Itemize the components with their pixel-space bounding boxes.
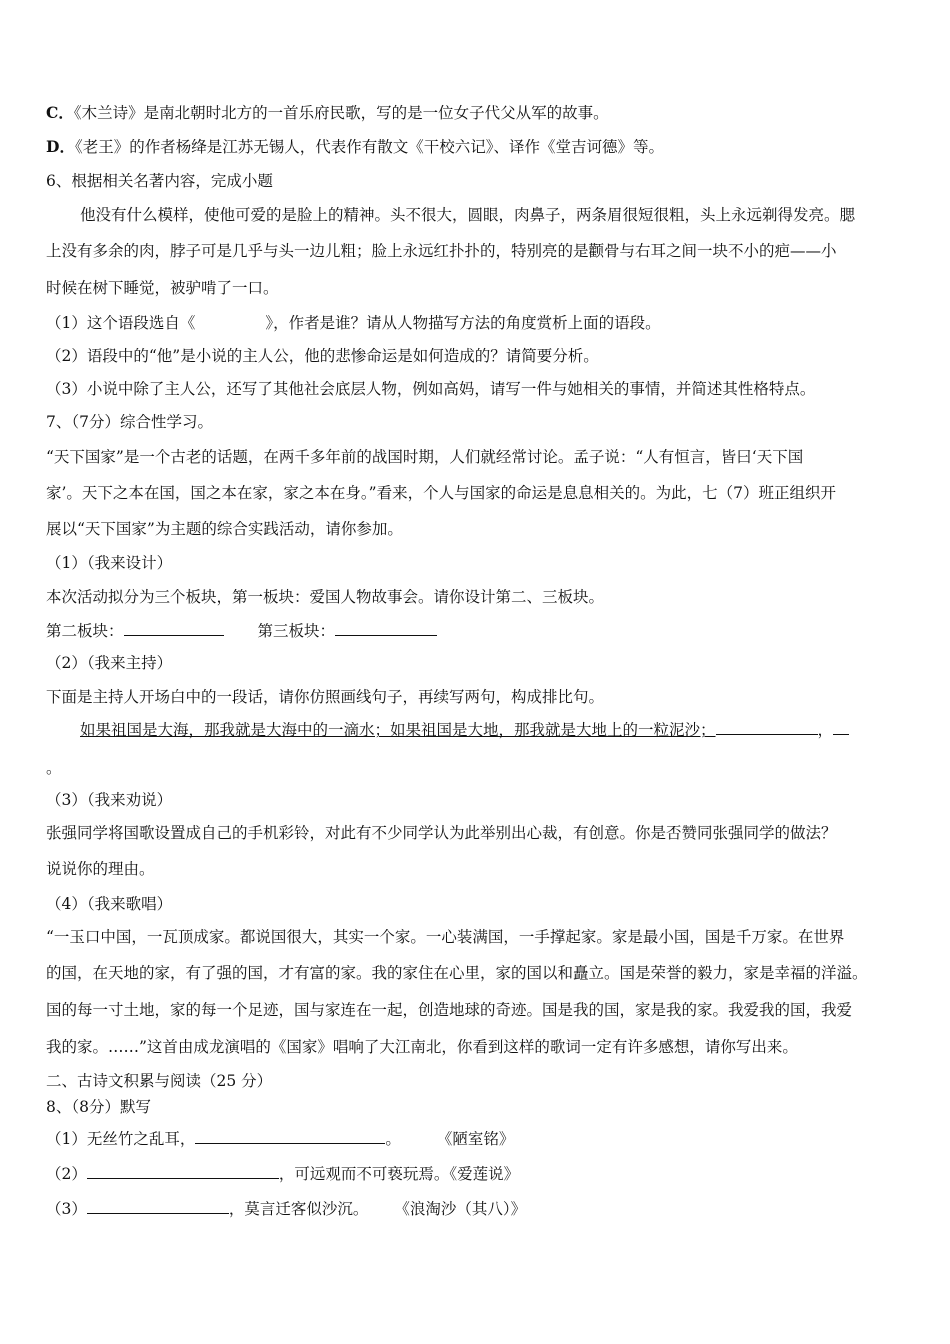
q7-intro-line-2: 家’。天下之本在国，国之本在家，家之本在身。”看来，个人与国家的命运是息息相关的。为此，七（7）班正组织开 [46, 484, 836, 502]
q8-title: 8、（8分）默写 [46, 1098, 151, 1116]
q7-intro-line-1: “天下国家”是一个古老的话题，在两千多年前的战国时期，人们就经常讨论。孟子说：“人有恒言，皆曰‘天下国 [46, 448, 804, 466]
second-block-label: 第二板块： [46, 622, 124, 640]
q6-sub-3: （3）小说中除了主人公，还写了其他社会底层人物，例如高妈，请写一件与她相关的事情，并简述其性格特点。 [46, 380, 816, 398]
q6-passage-line-2: 上没有多余的肉，脖子可是几乎与头一边儿粗；脸上永远红扑扑的，特别亮的是颧骨与右耳之间一块不小的疤——小 [46, 242, 837, 260]
q7-part-1-text: 本次活动拟分为三个板块，第一板块：爱国人物故事会。请你设计第二、三板块。 [46, 588, 605, 606]
option-c [46, 102, 908, 124]
q7-part-4-text-4: 我的家。……”这首由成龙演唱的《国家》唱响了大江南北，你看到这样的歌词一定有许多感想，请你写出来。 [46, 1038, 798, 1056]
q7-part-2-title: （2）（我来主持） [46, 654, 173, 672]
option-d-text: 《老王》的作者杨绛是江苏无锡人，代表作有散文《干校六记》、译作《堂吉诃德》等。 [74, 138, 664, 156]
q8-blank-2[interactable] [87, 1164, 279, 1179]
q8-line-3-num: （3） [46, 1200, 87, 1218]
q7-title: 7、（7分）综合性学习。 [46, 413, 213, 431]
q8-line-1-source: 《陋室铭》 [436, 1130, 515, 1148]
q7-part-2-sentence-line [80, 719, 902, 741]
q8-line-1-num: （1） [46, 1130, 87, 1148]
continue-blank-2[interactable] [833, 720, 849, 735]
q8-line-2-num: （2） [46, 1165, 87, 1183]
sentence-comma: ， [817, 721, 834, 739]
q8-line-1-end: 。 [385, 1130, 401, 1148]
q8-line-3-text: ，莫言迁客似沙沉。 [228, 1200, 369, 1218]
option-d-marker: D． [46, 137, 75, 156]
q6-sub-1-end: 》，作者是谁？请从人物描写方法的角度赏析上面的语段。 [265, 314, 661, 332]
q7-part-3-title: （3）（我来劝说） [46, 791, 173, 809]
section-2-title: 二、古诗文积累与阅读（25 分） [46, 1072, 273, 1090]
q8-line-3-source: 《浪淘沙（其八）》 [394, 1200, 527, 1218]
q7-part-1-title: （1）（我来设计） [46, 554, 173, 572]
q8-blank-1[interactable] [195, 1129, 385, 1144]
underlined-sentence: 如果祖国是大海，那我就是大海中的一滴水；如果祖国是大地，那我就是大地上的一粒泥沙； [80, 721, 716, 739]
q7-part-3-text-1: 张强同学将国歌设置成自己的手机彩铃，对此有不少同学认为此举别出心裁，有创意。你是否赞同张强同学的做法？ [46, 824, 837, 842]
q8-line-1-text: 无丝竹之乱耳， [86, 1130, 196, 1148]
q8-line-3 [46, 1198, 908, 1220]
q6-passage-line-3: 时候在树下睡觉，被驴啃了一口。 [46, 279, 279, 297]
third-block-label: 第三板块： [257, 622, 336, 640]
q8-line-2 [46, 1163, 908, 1185]
q7-part-1-blocks [46, 620, 908, 642]
q6-sub-1 [46, 312, 908, 334]
q7-part-4-title: （4）（我来歌唱） [46, 895, 173, 913]
third-block-blank[interactable] [335, 621, 437, 636]
option-c-marker: C． [46, 103, 74, 122]
q7-part-4-text-2: 的国，在天地的家，有了强的国，才有富的家。我的家住在心里，家的国以和矗立。国是荣誉的毅力，家是幸福的洋溢。 [46, 964, 868, 982]
continue-blank-1[interactable] [716, 720, 818, 735]
q6-title: 6、根据相关名著内容，完成小题 [46, 172, 273, 190]
q7-part-4-text-1: “一玉口中国，一瓦顶成家。都说国很大，其实一个家。一心装满国，一手撑起家。家是最小国，国是千万家。在世界 [46, 928, 845, 946]
option-c-text: 《木兰诗》是南北朝时北方的一首乐府民歌，写的是一位女子代父从军的故事。 [73, 104, 609, 122]
q8-line-1 [46, 1128, 908, 1150]
q8-blank-3[interactable] [87, 1199, 229, 1214]
q6-sub-2: （2）语段中的“他”是小说的主人公，他的悲惨命运是如何造成的？请简要分析。 [46, 347, 599, 365]
option-d [46, 136, 908, 158]
q7-part-2-end: 。 [46, 759, 62, 777]
q6-passage-line-1: 他没有什么模样，使他可爱的是脸上的精神。头不很大，圆眼，肉鼻子，两条眉很短很粗，头上永远剃得发亮。腮 [80, 206, 856, 224]
q7-part-3-text-2: 说说你的理由。 [46, 860, 155, 878]
q6-sub-1-start: （1）这个语段选自《 [46, 314, 196, 332]
q8-line-2-source: 《爱莲说》 [449, 1165, 520, 1183]
second-block-blank[interactable] [124, 621, 224, 636]
q8-line-2-text: ，可远观而不可亵玩焉。 [278, 1165, 450, 1183]
q7-intro-line-3: 展以“天下国家”为主题的综合实践活动，请你参加。 [46, 520, 403, 538]
q7-part-2-text: 下面是主持人开场白中的一段话，请你仿照画线句子，再续写两句，构成排比句。 [46, 688, 605, 706]
q7-part-4-text-3: 国的每一寸土地，家的每一个足迹，国与家连在一起，创造地球的奇迹。国是我的国，家是我的家。我爱我的国，我爱 [46, 1001, 853, 1019]
